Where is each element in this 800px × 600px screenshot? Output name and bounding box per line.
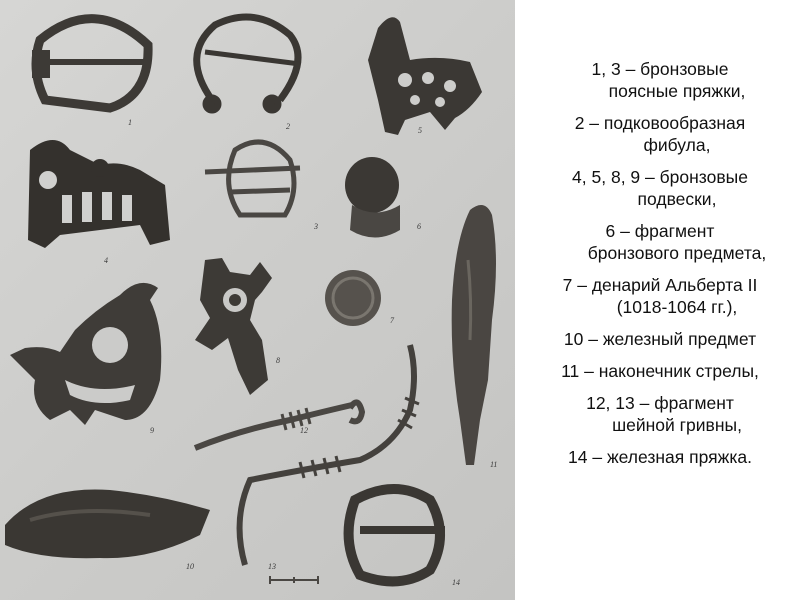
legend-entry — [520, 112, 800, 156]
legend-line: бронзового предмета, — [587, 243, 767, 263]
artifact-6-fragment — [345, 157, 400, 238]
legend-line: 4, 5, 8, 9 – бронзовые — [572, 167, 748, 187]
legend-line: 11 – наконечник стрелы, — [561, 361, 759, 381]
legend-line: подвески, — [637, 189, 717, 209]
legend-line: поясные пряжки, — [608, 81, 746, 101]
artifact-label-3: 3 — [314, 222, 318, 231]
legend-entry — [520, 166, 800, 210]
artifact-12-neck-ring — [195, 402, 362, 448]
legend — [520, 58, 800, 478]
legend-entry — [520, 392, 800, 436]
legend-line: 7 – денарий Альберта II — [562, 275, 758, 295]
artifact-7-coin — [325, 270, 381, 326]
legend-line: (1018-1064 гг.), — [616, 297, 738, 317]
artifact-label-4: 4 — [104, 256, 108, 265]
artifact-10-iron-object — [5, 489, 210, 558]
artifact-label-2: 2 — [286, 122, 290, 131]
legend-line: 10 – железный предмет — [563, 329, 757, 349]
artifact-3-buckle — [205, 142, 300, 215]
legend-entry — [520, 446, 800, 468]
artifact-label-1: 1 — [128, 118, 132, 127]
artifact-label-7: 7 — [390, 316, 394, 325]
artifact-label-5: 5 — [418, 126, 422, 135]
artifact-label-8: 8 — [276, 356, 280, 365]
artifact-label-14: 14 — [452, 578, 460, 587]
scale-bar — [270, 576, 318, 584]
legend-line: 14 – железная пряжка. — [568, 447, 752, 467]
artifact-8-pendant — [195, 258, 272, 395]
artifact-label-10: 10 — [186, 562, 194, 571]
artifact-5-horse-pendant — [368, 17, 482, 135]
legend-line: 2 – подковообразная — [574, 113, 746, 133]
artifact-11-arrowhead — [452, 205, 496, 465]
artifact-14-iron-buckle — [349, 489, 445, 581]
legend-entry — [520, 274, 800, 318]
artifact-label-9: 9 — [150, 426, 154, 435]
legend-entry — [520, 360, 800, 382]
artifact-1-buckle — [32, 19, 150, 108]
artifact-label-6: 6 — [417, 222, 421, 231]
legend-line: 6 – фрагмент — [605, 221, 715, 241]
legend-line: шейной гривны, — [612, 415, 742, 435]
legend-entry — [520, 328, 800, 350]
legend-entry — [520, 58, 800, 102]
artifact-label-11: 11 — [490, 460, 498, 469]
legend-entry — [520, 220, 800, 264]
artifact-2-fibula — [197, 17, 300, 110]
legend-line: 12, 13 – фрагмент — [586, 393, 734, 413]
legend-line: фибула, — [643, 135, 711, 155]
artifact-4-animal-pendant — [28, 140, 170, 248]
artifact-label-12: 12 — [300, 426, 308, 435]
artifact-label-13: 13 — [268, 562, 276, 571]
artifact-9-bird-pendant — [10, 283, 161, 425]
legend-line: 1, 3 – бронзовые — [591, 59, 729, 79]
